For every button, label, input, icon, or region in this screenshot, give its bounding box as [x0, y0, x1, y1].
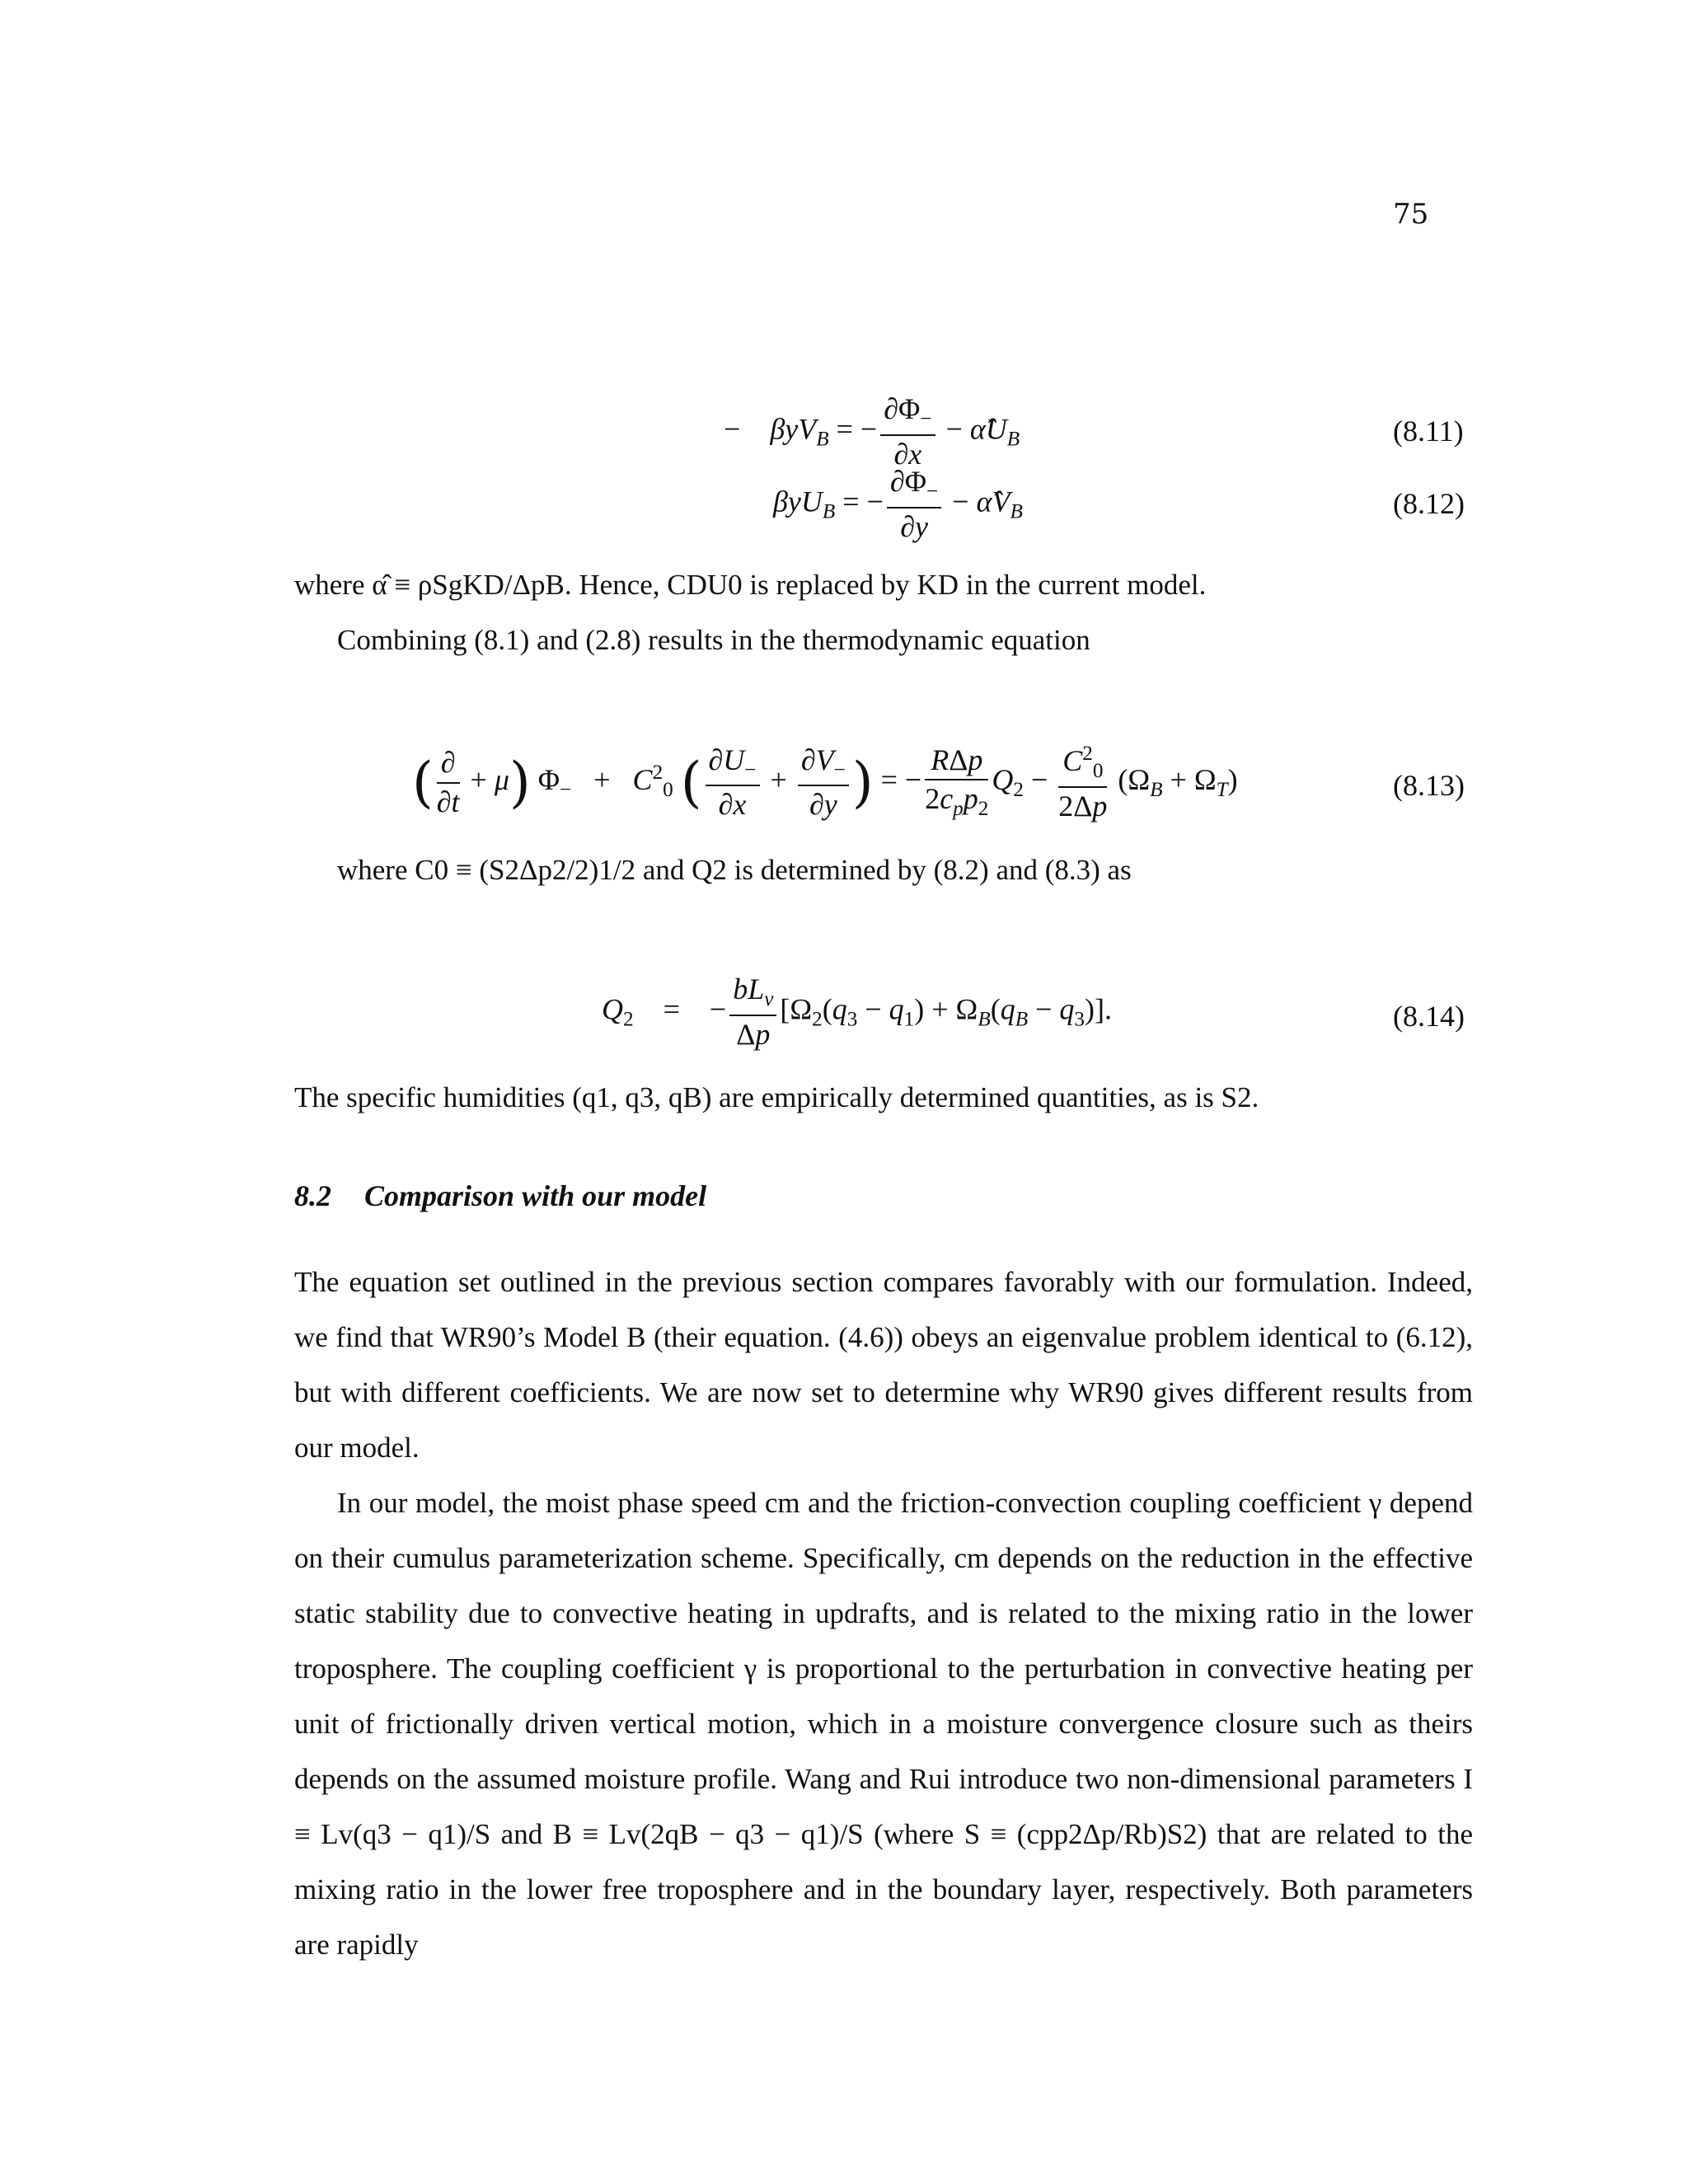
page-number: 75 — [1393, 198, 1429, 231]
body-text: where C0 ≡ (S2Δp2/2)1/2 and Q2 is determined by (8.2) and (8.3) as — [337, 854, 1132, 886]
equation-8-11: − βyV$_B$ = − $\frac{\partial\Phi_-}{\partial x}$ − $\alphâU_B$ — [724, 392, 1020, 471]
equation-number: (8.14) — [1393, 1000, 1465, 1033]
equation-number: (8.12) — [1393, 487, 1465, 520]
equation-number: (8.11) — [1393, 415, 1464, 448]
paragraph-1: The equation set outlined in the previous section compares favorably with our formulation. Indeed, we find that WR90’s Model B (their equation. (4.6)) obeys an eigenvalue problem identical to (6.12), but with different coefficients. We are now set to determine why WR90 gives different results from our model. — [294, 1266, 1473, 1464]
equation-8-13: ( $\frac{\partial}{\partial t}$ + μ) $\Phi_- + C^2_0$ ( $\frac{\partial U_-}{\partial x}$ + $\frac{\partial V_-}{\partial y}$ ) = − $\frac{\text{RΔp}}{2c_pp_2}$ $Q_2$ − $\frac{C^2_0}{2\Delta p}$ $(\Omega_B + \Omega_T)$ — [412, 743, 1238, 823]
body-text: The specific humidities (q1, q3, qB) are empirically determined quantities, as is S2. — [294, 1081, 1259, 1113]
section-heading — [294, 1179, 706, 1213]
paragraph-2: In our model, the moist phase speed cm and the friction-convection coupling coefficient γ depend on their cumulus parameterization scheme. Specifically, cm depends on the reduction in the effective static stability due to convective heating in updrafts, and is related to the mixing ratio in the lower troposphere. The coupling coefficient γ is proportional to the perturbation in convective heating per unit of frictionally driven vertical motion, which in a moisture convergence closure such as theirs depends on the assumed moisture profile. Wang and Rui introduce two non-dimensional parameters I ≡ Lv(q3 − q1)/S and B ≡ Lv(2qB − q3 − q1)/S (where S ≡ (cpp2Δp/Rb)S2) that are related to the mixing ratio in the lower free troposphere and in the boundary layer, respectively. Both parameters are rapidly — [294, 1487, 1473, 1961]
body-text: Combining (8.1) and (2.8) results in the thermodynamic equation — [337, 624, 1090, 656]
equation-8-14: $Q_2$ = − $\frac{bL_v}{\Delta p}$ $[\Omega_2(q_3 - q_1) + \Omega_B(q_B - q_3)]$. — [602, 972, 1112, 1051]
section-number: 8.2 — [294, 1179, 331, 1212]
equation-number: (8.13) — [1393, 769, 1465, 802]
equation-8-12: βyU$_B$ = − $\frac{\partial\Phi_-}{\partial y}$ − $\alphâV_B$ — [773, 465, 1023, 543]
section-title: Comparison with our model — [364, 1179, 707, 1212]
body-text: where α̂ ≡ ρSgKD/ΔpB. Hence, CDU0 is replaced by KD in the current model. — [294, 569, 1207, 601]
